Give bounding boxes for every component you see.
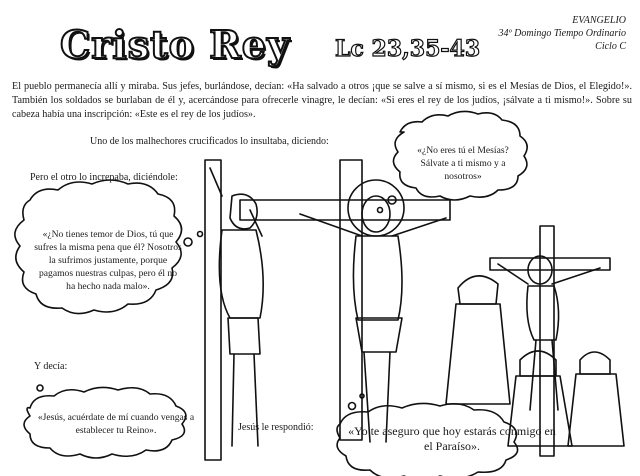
caption-otro: Pero el otro lo increpaba, diciéndole: (30, 172, 178, 183)
center-torso (353, 236, 402, 320)
bubble-respuesta-tail-1 (349, 403, 356, 410)
gospel-reference: Lc 23,35-43 (335, 36, 481, 62)
left-loincloth (228, 318, 260, 354)
center-head (362, 196, 390, 232)
bubble-insulto-text: «¿No eres tú el Mesías? Sálvate a ti mismo y a nosotros» (417, 144, 509, 182)
speech-bubble-respuesta (346, 416, 558, 462)
meta-line-2: 34º Domingo Tiempo Ordinario (498, 28, 626, 39)
center-cross-vertical (340, 160, 362, 440)
center-cross-beam (240, 200, 450, 220)
speech-bubble-increpa (34, 200, 182, 320)
caption-decia: Y decía: (34, 361, 68, 372)
bubble-increpa-tail-2 (198, 232, 203, 237)
bubble-respuesta-text: «Yo te aseguro que hoy estarás conmigo en el Paraíso». (348, 424, 556, 453)
soldier-helmet-2 (520, 351, 556, 376)
soldier-body-3 (568, 374, 624, 446)
soldier-helmet-1 (458, 276, 498, 304)
caption-malhechor: Uno de los malhechores crucificados lo insultaba, diciendo: (90, 136, 329, 147)
page-title: Cristo Rey (60, 22, 291, 67)
caption-jesus-respondio: Jesús le respondió: (238, 422, 314, 433)
speech-bubble-peticion (36, 404, 196, 444)
soldier-body-1 (446, 304, 510, 404)
right-cross-beam (490, 258, 610, 270)
soldier-helmet-3 (580, 352, 610, 374)
center-halo (348, 180, 404, 236)
intro-paragraph: El pueblo permanecía allí y miraba. Sus jefes, burlándose, decían: «Ha salvado a otros ¡que se salve a sí mismo, si es el Mesías de Dios, el Elegido!». También los soldados se burlaban de él y, acercándose para ofrecerle vinagre, le decían: «Si eres el rey de los judíos, ¡sálvate a ti mismo!». Sobre su cabeza había una inscripción: «Este es el rey de los judíos». (12, 81, 632, 120)
header-meta (499, 14, 626, 53)
bubble-increpa-text: «¿No tienes temor de Dios, tú que sufres la misma pena que él? Nosotros la sufrimos justamente, porque pagamos nuestras culpas, pero él no ha hecho nada malo». (34, 228, 182, 292)
left-torso (219, 230, 263, 318)
meta-line-1: EVANGELIO (572, 15, 626, 26)
right-arms (498, 264, 600, 284)
meta-line-3: Ciclo C (595, 41, 626, 52)
speech-bubble-insulto (410, 128, 516, 198)
bubble-peticion-text: «Jesús, acuérdate de mí cuando vengas a establecer tu Reino». (37, 412, 195, 436)
bubble-peticion-tail (37, 385, 43, 391)
left-cross-vertical (205, 160, 221, 460)
bubble-increpa-tail-1 (184, 238, 192, 246)
bubble-insulto-tail-2 (378, 208, 383, 213)
center-loincloth (356, 318, 402, 352)
center-arms (300, 214, 446, 236)
